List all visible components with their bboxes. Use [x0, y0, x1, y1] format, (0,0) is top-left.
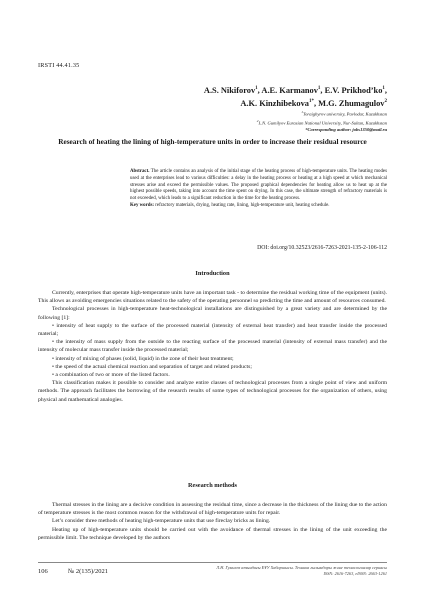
- abstract-label: Abstract.: [130, 169, 150, 174]
- author-name: M.G. Zhumagulov: [318, 99, 385, 109]
- section-heading-research-methods: Research methods: [187, 482, 238, 489]
- page-number: 106: [38, 568, 48, 575]
- issue-number: № 2(135)/2021: [68, 568, 108, 575]
- affiliation-text: L.N. Gumilyov Eurasian National University, Nur-Sultan, Kazakhstan: [258, 120, 387, 126]
- affiliations: [47, 109, 387, 134]
- paragraph: Technological processes in high-temperature heat-technological installations are distinguished by a great variety and are determined by the following [1]:: [38, 306, 387, 321]
- article-title: Research of heating the lining of high-temperature units in order to increase their residual resource: [58, 137, 367, 146]
- affiliation-text: Toraighyrov university, Pavlodar, Kazakhstan: [302, 111, 387, 117]
- affiliation-sup: 1: [301, 110, 303, 114]
- keywords-label: Key words:: [130, 202, 155, 208]
- journal-issn: ISSN: 2616-7263, eISSN: 2663-1261: [323, 571, 387, 576]
- affiliation-sup: 2: [256, 119, 259, 124]
- introduction-body: [38, 289, 387, 404]
- affiliation-2: [47, 118, 387, 127]
- keywords-text: refractory materials, drying, heating rate, lining, high-temperature unit, heating schedule.: [154, 202, 330, 208]
- journal-name: Л.Н. Гумилев атындағы ЕҰУ Хабаршысы. Техника ғылымдары және технологиялар сериясы: [216, 565, 387, 570]
- bullet-item: • a combination of two or more of the listed factors.: [52, 372, 170, 379]
- abstract-block: [130, 169, 387, 210]
- keywords: [130, 203, 387, 210]
- affiliation-1: [47, 109, 387, 118]
- abstract: [130, 169, 387, 203]
- bullet-item: • the speed of the actual chemical reaction and separation of target and related products;: [52, 363, 252, 370]
- paragraph: Heating up of high-temperature units should be carried out with the avoidance of thermal stresses in the lining of the unit exceeding the permissible limit. The technique developed by the authors: [38, 526, 387, 541]
- bullet-item: • intensity of mixing of phases (solid, liquid) in the zone of their heat treatment;: [52, 355, 234, 362]
- author-line-1: A.S. Nikiforov$^1$, A.E. Karmanov$^1$, E.V. $Prikhod’ko^1$,: [203, 85, 387, 95]
- methods-body: [38, 501, 387, 542]
- section-heading-introduction: Introduction: [195, 270, 230, 277]
- bullet-item: • intensity of heat supply to the surface of the processed material (intensity of external heat transfer) and heat transfer inside the processed material;: [38, 322, 387, 338]
- abstract-text: The article contains an analysis of the initial stage of the heating process of high-temperature units. The heating modes used at the enterprises lead to various difficulties: a delay in the heating process or heating at a high speed at which mechanical stresses arise and exceed the permissible values. The proposed graphical dependencies for heating allow us to heat up at the highest possible speeds, taking into account the time spent on drying. In this case, the ultimate strength of refractory materials is not exceeded, which leads to a significant reduction in the time for the heating process.: [130, 169, 387, 201]
- irsti-code: IRSTI 44.41.35: [38, 62, 80, 69]
- author-sup: 1: [317, 86, 321, 91]
- author-list: [47, 83, 387, 110]
- paragraph: Thermal stresses in the lining are a decisive condition in assessing the residual time, since a decrease in the thickness of the lining due to the action of temperature stresses is the most common reason for the withdrawal of high-temperature units for repair.: [38, 502, 387, 517]
- author-name: A.E. Karmanov: [261, 85, 318, 95]
- doi-link[interactable]: DOI: doi.org/10.32523/2616-7263-2021-135-2-106-112: [257, 245, 387, 251]
- author-name: E.V. Prikhod’ko: [324, 85, 383, 95]
- author-sup: 2: [384, 99, 387, 105]
- author-line-2: A.K. Kinzhibekova$^{1*}$, M.G. Zhumagulov$^2$: [240, 99, 387, 109]
- author-name: A.S. Nikiforov: [203, 85, 256, 95]
- paragraph: Let’s consider three methods of heating high-temperature units that use fireclay bricks as lining.: [52, 518, 271, 525]
- journal-info: [157, 565, 387, 577]
- paragraph: Currently, enterprises that operate high-temperature units have an important task - to determine the residual working time of the equipment (units). This allows as avoiding emergencies situations related to the safety of the operating personnel so predicting the time and amount of resources consumed.: [38, 290, 387, 305]
- corresponding-author: *Corresponding author: jobs1350@mail.ru: [305, 127, 387, 133]
- author-sup: 1: [255, 86, 258, 91]
- bullet-item: • the intensity of mass supply from the outside to the reacting surface of the processed material (intensity of external mass transfer) and the intensity of molecular mass transfer inside the processed material;: [38, 339, 387, 354]
- author-name: A.K. Kinzhibekova: [240, 99, 309, 109]
- footer-divider: [38, 562, 387, 563]
- paragraph: This classification makes it possible to consider and analyze entire classes of technological processes from a single point of view and uniform methods. The approach facilitates the borrowing of the research results of some types of technological processes for the organization of others, using physical and mathematical analogies.: [38, 380, 387, 403]
- author-sup: 1*: [308, 99, 314, 105]
- author-sup: 1: [382, 86, 385, 91]
